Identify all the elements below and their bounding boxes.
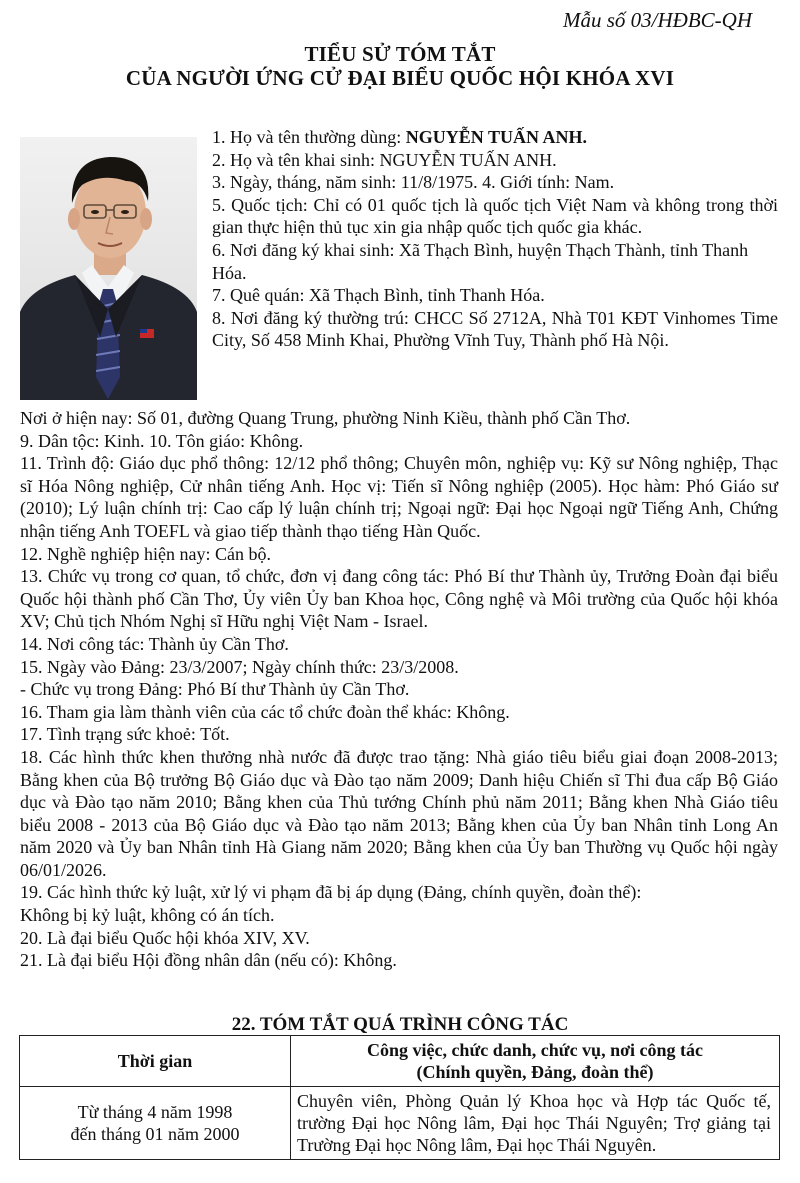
bio-item-1 <box>212 126 778 149</box>
bio-item-9-10: 9. Dân tộc: Kinh. 10. Tôn giáo: Không. <box>20 430 304 451</box>
bio-item-18: 18. Các hình thức khen thưởng nhà nước đã được trao tặng: Nhà giáo tiêu biểu giai đoạn 2008-2013; Bằng khen của Bộ trưởng Bộ Giáo dục và Đào tạo năm 2009; Danh hiệu Chiến sĩ Thi đua cấp Bộ Giáo dục và Đào tạo năm 2010; Bằng khen của Thủ tướng Chính phủ năm 2011; Bằng khen Nhà Giáo tiêu biểu 2008 - 2013 của Bộ Giáo dục và Đào tạo năm 2013; Bằng khen của Ủy ban Nhân tỉnh Long An năm 2020 và Ủy ban Nhân tỉnh Hà Giang năm 2020; Bằng khen của Ủy ban Thường vụ Quốc hội ngày 06/01/2026. <box>20 746 778 880</box>
header-job-line2: (Chính quyền, Đảng, đoàn thể) <box>416 1062 654 1082</box>
bio-item-6: 6. Nơi đăng ký khai sinh: Xã Thạch Bình, huyện Thạch Thành, tỉnh Thanh Hóa. <box>212 239 749 283</box>
header-job-line1: Công việc, chức danh, chức vụ, nơi công tác <box>366 1040 704 1060</box>
document-subtitle: CỦA NGƯỜI ỨNG CỬ ĐẠI BIỂU QUỐC HỘI KHÓA XVI <box>125 66 675 90</box>
work-history-table <box>19 1035 780 1160</box>
bio-item-20: 20. Là đại biểu Quốc hội khóa XIV, XV. <box>20 927 310 948</box>
bio-item-21: 21. Là đại biểu Hội đồng nhân dân (nếu có): Không. <box>20 950 397 971</box>
bio-top-section <box>212 126 778 352</box>
table-header-row <box>20 1036 780 1087</box>
bio-item-17: 17. Tình trạng sức khoẻ: Tốt. <box>20 724 230 745</box>
bio-item-3-4: 3. Ngày, tháng, năm sinh: 11/8/1975. 4. Giới tính: Nam. <box>212 172 615 193</box>
bio-item-14: 14. Nơi công tác: Thành ủy Cần Thơ. <box>20 633 289 654</box>
header-time: Thời gian <box>20 1036 291 1087</box>
bio-item-19: 19. Các hình thức kỷ luật, xử lý vi phạm đã bị áp dụng (Đảng, chính quyền, đoàn thể): <box>20 882 642 903</box>
bio-item-7: 7. Quê quán: Xã Thạch Bình, tỉnh Thanh Hóa. <box>212 285 545 306</box>
bio-item-16: 16. Tham gia làm thành viên của các tổ chức đoàn thể khác: Không. <box>20 701 510 722</box>
current-residence: Nơi ở hiện nay: Số 01, đường Quang Trung, phường Ninh Kiều, thành phố Cần Thơ. <box>20 408 631 428</box>
row-time <box>20 1087 291 1160</box>
bio-item-1-label: 1. Họ và tên thường dùng: <box>212 127 406 147</box>
portrait-image <box>20 137 197 400</box>
bio-item-11: 11. Trình độ: Giáo dục phổ thông: 12/12 phổ thông; Chuyên môn, nghiệp vụ: Kỹ sư Nông nghiệp, Thạc sĩ Hóa Nông nghiệp, Cử nhân tiếng Anh. Học vị: Tiến sĩ Nông nghiệp (2005). Học hàm: Phó Giáo sư (2010); Lý luận chính trị: Cao cấp lý luận chính trị; Ngoại ngữ: Đại học Ngoại ngữ Tiếng Anh, Chứng nhận tiếng Anh TOEFL và giao tiếp thành thạo tiếng Hàn Quốc. <box>20 453 778 541</box>
header-job <box>291 1036 780 1087</box>
party-position: - Chức vụ trong Đảng: Phó Bí thư Thành ủy Cần Thơ. <box>20 679 410 700</box>
candidate-portrait <box>20 137 197 400</box>
bio-item-5: 5. Quốc tịch: Chỉ có 01 quốc tịch là quốc tịch Việt Nam và không trong thời gian thực hiện thủ tục xin gia nhập quốc tịch quốc gia khác. <box>212 194 778 238</box>
work-history-title: 22. TÓM TẮT QUÁ TRÌNH CÔNG TÁC <box>231 1014 569 1035</box>
form-number: Mẫu số 03/HĐBC-QH <box>563 8 752 32</box>
row-job: Chuyên viên, Phòng Quản lý Khoa học và Hợp tác Quốc tế, trường Đại học Nông lâm, Đại học Thái Nguyên; Trợ giảng tại Trường Đại học Nông lâm, Đại học Thái Nguyên. <box>291 1087 780 1160</box>
bio-full-section <box>20 407 778 972</box>
bio-item-19-detail: Không bị kỷ luật, không có án tích. <box>20 905 275 926</box>
row-time-end: đến tháng 01 năm 2000 <box>70 1124 240 1144</box>
bio-item-12: 12. Nghề nghiệp hiện nay: Cán bộ. <box>20 543 271 564</box>
row-time-start: Từ tháng 4 năm 1998 <box>77 1102 233 1122</box>
document-title: TIỂU SỬ TÓM TẮT <box>304 42 496 66</box>
common-name: NGUYỄN TUẤN ANH. <box>405 127 587 147</box>
bio-item-8: 8. Nơi đăng ký thường trú: CHCC Số 2712A, Nhà T01 KĐT Vinhomes Time City, Số 458 Minh Khai, Phường Vĩnh Tuy, Thành phố Hà Nội. <box>212 307 778 351</box>
bio-item-13: 13. Chức vụ trong cơ quan, tổ chức, đơn vị đang công tác: Phó Bí thư Thành ủy, Trưởng Đoàn đại biểu Quốc hội thành phố Cần Thơ, Ủy viên Ủy ban Khoa học, Công nghệ và Môi trường của Quốc hội khóa XV; Chủ tịch Nhóm Nghị sĩ Hữu nghị Việt Nam - Israel. <box>20 566 778 632</box>
bio-item-15: 15. Ngày vào Đảng: 23/3/2007; Ngày chính thức: 23/3/2008. <box>20 656 459 677</box>
table-row <box>20 1087 780 1160</box>
bio-item-2: 2. Họ và tên khai sinh: NGUYỄN TUẤN ANH. <box>212 149 557 170</box>
